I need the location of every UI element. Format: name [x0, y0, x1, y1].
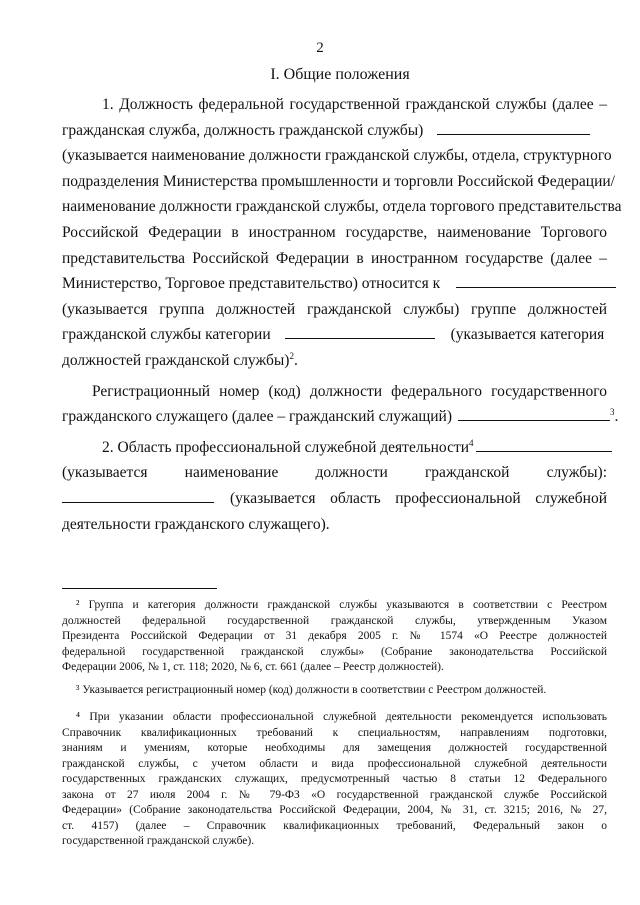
footnote-3 — [62, 683, 607, 699]
p2-line-2: (указывается наименование должности гражданской службы): — [62, 464, 607, 482]
footnote-4-line: знаниям и умениям, которые необходимы для замещения должностей государственной — [62, 742, 607, 754]
activity-area-blank[interactable] — [476, 450, 612, 452]
footnote-4-line: Федерации» (Собрание законодательства Российской Федерации, 2004, № 31, ст. 3215; 2016, № 27, — [62, 804, 607, 816]
p1-line-5: наименование должности гражданской службы, отдела торгового представительства — [62, 198, 622, 216]
footnote-4-line: гражданской службы, с учетом области и вида профессиональной служебной деятельности — [62, 757, 607, 770]
p2-line-3: (указывается область профессиональной служебной — [62, 486, 607, 512]
p2-line-4: деятельности гражданского служащего). — [62, 515, 330, 533]
footnote-3-line: ³ Указывается регистрационный номер (код) должности в соответствии с Реестром должностей. — [76, 684, 547, 696]
footnote-ref-3: 3 — [610, 406, 615, 417]
footnote-2-line: федеральной государственной гражданской службы» (Собрание законодательства Российской — [62, 645, 607, 658]
reg-number-blank[interactable] — [458, 419, 610, 421]
position-title-blank[interactable] — [437, 133, 590, 135]
footnote-separator — [62, 588, 217, 589]
footnote-4-line: закона от 27 июля 2004 г. № 79-ФЗ «О государственной гражданской службе Российской — [62, 788, 607, 801]
footnote-4 — [62, 710, 607, 850]
footnote-4-line: Справочник квалификационных требований к специальностям, направлениям подготовки, — [62, 726, 607, 739]
section-heading: I. Общие положения — [270, 66, 410, 83]
p1-line-2: гражданская служба, должность гражданской службы) — [62, 118, 607, 144]
footnote-2-line: Президента Российской Федерации от 31 декабря 2005 г. № 1574 «О Реестре должностей — [62, 630, 607, 642]
footnote-2-line: должностей федеральной государственной гражданской службы, утвержденным Указом — [62, 614, 607, 627]
footnote-4-line: государственных гражданских служащих, предусмотренный частью 8 статьи 12 Федерального — [62, 773, 607, 785]
reg-line-2: гражданского служащего (далее – гражданский служащий) $^3$. — [62, 406, 619, 426]
p1-line-11: должностей гражданской службы)$^2$. — [62, 350, 298, 369]
footnote-ref-4: 4 — [469, 437, 474, 448]
main-text — [62, 92, 622, 537]
footnote-ref-2: 2 — [289, 350, 294, 361]
p2-line-1: 2. Область профессиональной служебной деятельности$^4$ — [62, 435, 607, 461]
footnote-4-line: ст. 4157) (далее – Справочник квалификационных требований, Федеральный закон о — [62, 819, 607, 832]
reg-line-1: Регистрационный номер (код) должности федерального государственного — [92, 382, 607, 400]
page-number: 2 — [316, 40, 324, 56]
footnote-4-line: ⁴ При указании области профессиональной служебной деятельности рекомендуется использовать — [76, 711, 607, 723]
footnote-2-line: Федерации 2006, № 1, ст. 118; 2020, № 6, ст. 661 (далее – Реестр должностей). — [62, 661, 444, 673]
position-category-blank[interactable] — [285, 337, 435, 339]
p1-line-7: представительства Российской Федерации в иностранном государстве (далее – — [62, 249, 607, 267]
footnote-4-line: государственной гражданской службе). — [62, 835, 255, 847]
p1-line-6: Российской Федерации в иностранном государстве, наименование Торгового — [62, 223, 607, 241]
p1-line-10: гражданской службы категории (указывается категория — [62, 326, 605, 344]
p1-line-8: Министерство, Торговое представительство) относится к — [62, 271, 607, 297]
footnote-2 — [62, 598, 607, 676]
activity-field-blank[interactable] — [62, 501, 214, 503]
p1-line-9: (указывается группа должностей гражданской службы) группе должностей — [62, 300, 607, 318]
p1-line-3: (указывается наименование должности гражданской службы, отдела, структурного — [62, 147, 612, 165]
p1-line-1: 1. Должность федеральной государственной гражданской службы (далее – — [102, 96, 607, 113]
footnote-2-line: ² Группа и категория должности гражданской службы указываются в соответствии с Реестром — [76, 599, 607, 611]
p1-line-4: подразделения Министерства промышленности и торговли Российской Федерации/ — [62, 172, 615, 190]
position-group-blank[interactable] — [456, 286, 616, 288]
